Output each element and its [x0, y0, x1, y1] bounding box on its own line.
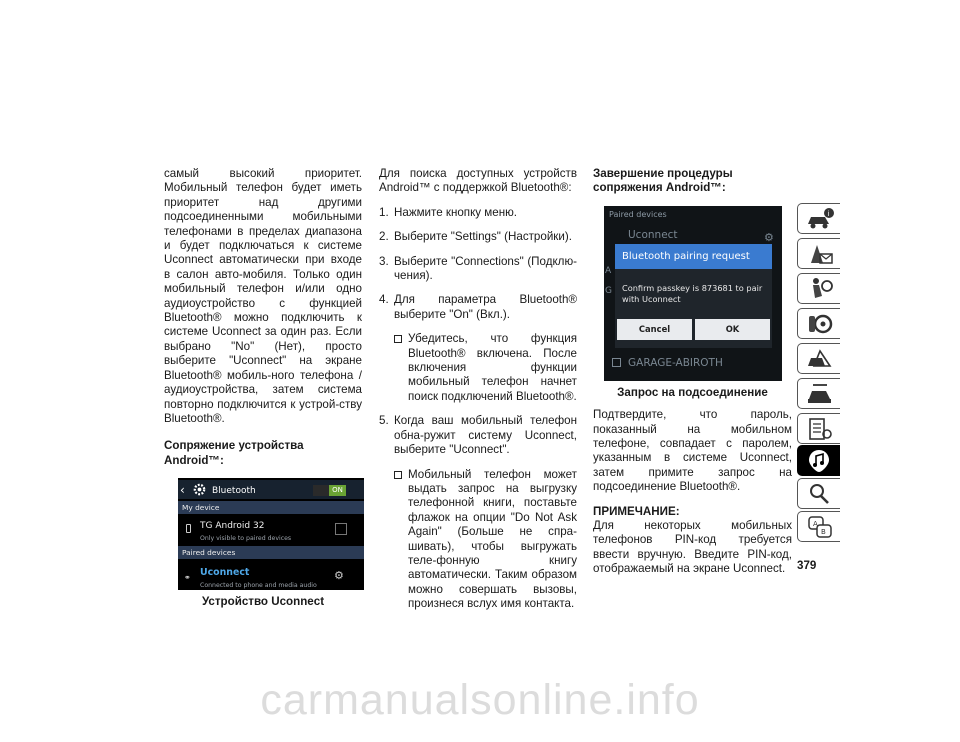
pairing-request-screenshot: [604, 206, 782, 381]
step-item: [379, 293, 577, 322]
svg-text:A: A: [813, 520, 818, 528]
steering-wheel-icon: [805, 311, 835, 337]
side-glyph: A: [605, 265, 612, 276]
section-heading: Сопряжение устройства Android™:: [164, 439, 304, 467]
bullet-item: [394, 468, 577, 612]
multimedia-icon: [805, 448, 835, 474]
bullet-text: Мобильный телефон может выдать запрос на выгрузку телефонной книги, поставьте флажок на опции "Do Not Ask Again" (Больше не спра-шивать), чтобы выгружать теле-фонную книгу автоматически. Таким образом можно совершать вызовы, произнеся вслух имя контакта.: [408, 467, 577, 611]
tab-service[interactable]: [797, 378, 840, 409]
tab-specifications[interactable]: [797, 413, 840, 444]
note-title: ПРИМЕЧАНИЕ:: [593, 504, 680, 518]
search-icon: [805, 481, 835, 507]
step-number: 3.: [379, 254, 389, 268]
visibility-checkbox[interactable]: [335, 523, 347, 535]
checkbox-bullet-icon: [394, 471, 402, 479]
device-visibility: Only visible to paired devices: [200, 535, 292, 543]
warning-message-icon: [805, 241, 835, 267]
checkbox-bullet-icon: [394, 335, 402, 343]
note-text: Для некоторых мобильных телефонов PIN-код требуется ввести вручную. Введите PIN-код, отображаемый на экране Uconnect.: [593, 519, 792, 576]
back-arrow-icon: ‹: [180, 483, 185, 498]
cancel-button[interactable]: Cancel: [617, 319, 692, 340]
svg-text:i: i: [827, 210, 830, 218]
tab-warnings[interactable]: [797, 238, 840, 269]
screen-title: Bluetooth: [212, 486, 256, 497]
bullet-text: Убедитесь, что функция Bluetooth® включена. После включения функции мобильный телефон начнет поиск подключений Bluetooth®.: [408, 332, 577, 403]
paired-devices-label: Paired devices: [609, 209, 667, 219]
section-heading: Завершение процедуры сопряжения Android™:: [593, 167, 733, 195]
svg-text:B: B: [821, 528, 826, 536]
step-item: [379, 255, 577, 284]
tab-language[interactable]: [797, 511, 840, 542]
phone-icon: [186, 524, 191, 533]
watermark: carmanualsonline.info: [260, 676, 700, 724]
background-device-name: Uconnect: [628, 228, 678, 241]
step-number: 1.: [379, 205, 389, 219]
column-right: [593, 167, 792, 577]
step-text: Нажмите кнопку меню.: [394, 205, 518, 219]
paragraph: самый высокий приоритет. Мобильный телефон будет иметь приоритет над другими подсоединенными мобильными телефонами в пределах диапазона и будет подключаться к системе Uconnect автоматически при входе в салон авто-мобиля. Только один мобильный телефон и/или одно аудиоустройство с функцией Bluetooth® можно подключить к системе Uconnect за один раз. Если выбрано "No" (Нет), просто выберите "Uconnect" на экране Bluetooth® мобиль-ного телефона / аудиоустройства, затем система повторно подключится к устрой-ству Bluetooth®.: [164, 167, 362, 425]
step-text: Выберите "Settings" (Настройки).: [394, 230, 572, 244]
bullet-item: [394, 332, 577, 404]
gear-icon: [192, 482, 207, 497]
screen-header: [178, 480, 364, 499]
device-name: TG Android 32: [200, 521, 265, 532]
step-item: [379, 414, 577, 457]
my-device-header: My device: [178, 501, 364, 514]
dialog-title: Bluetooth pairing request: [615, 244, 772, 269]
paragraph: Подтвердите, что пароль, показанный на мобильном телефоне, совпадает с паролем, указанным в системе Uconnect, затем примите запрос на подсоединение Bluetooth®.: [593, 408, 792, 494]
step-item: [379, 206, 577, 220]
garage-device-name: GARAGE-ABIROTH: [628, 356, 723, 369]
step-item: [379, 230, 577, 244]
page-number: 379: [797, 559, 817, 572]
intro-paragraph: Для поиска доступных устройств Android™ с поддержкой Bluetooth®:: [379, 167, 577, 195]
step-number: 5.: [379, 414, 389, 428]
pairing-dialog: [615, 244, 772, 348]
bluetooth-toggle[interactable]: [313, 485, 346, 496]
side-glyph: G: [605, 285, 612, 296]
step-text: Когда ваш мобильный телефон обна-ружит систему Uconnect, выберите "Uconnect".: [394, 414, 577, 457]
paired-device-status: Connected to phone and media audio: [200, 582, 317, 590]
dialog-message: Confirm passkey is 873681 to pair with Uconnect: [622, 282, 763, 304]
toggle-on-label: ON: [329, 485, 346, 496]
tab-index[interactable]: [797, 478, 840, 509]
tab-safety[interactable]: [797, 273, 840, 304]
paired-devices-header: Paired devices: [178, 546, 364, 559]
accident-icon: [805, 346, 835, 372]
gear-icon: ⚙: [764, 230, 774, 244]
column-middle: [379, 167, 577, 622]
car-info-icon: [805, 206, 835, 232]
specs-list-icon: [805, 416, 835, 442]
bluetooth-screenshot: [178, 478, 364, 590]
figure-caption: Устройство Uconnect: [201, 595, 325, 609]
tab-car-info[interactable]: [797, 203, 840, 234]
step-text: Выберите "Connections" (Подклю-чения).: [394, 254, 577, 283]
car-service-icon: [805, 381, 835, 407]
step-number: 4.: [379, 293, 389, 307]
figure-caption: Запрос на подсоединение: [617, 385, 768, 399]
language-icon: [805, 514, 835, 540]
column-left: [164, 167, 362, 610]
airbag-safety-icon: [805, 276, 835, 302]
tab-multimedia[interactable]: [797, 445, 840, 476]
tab-emergency[interactable]: [797, 343, 840, 374]
settings-gear-icon[interactable]: ⚙: [334, 569, 344, 583]
paired-device-name[interactable]: Uconnect: [200, 567, 250, 579]
headphones-icon: ⚭: [184, 573, 191, 583]
ok-button[interactable]: OK: [695, 319, 770, 340]
step-number: 2.: [379, 230, 389, 244]
checkbox-icon: [612, 358, 621, 367]
step-text: Для параметра Bluetooth® выберите "On" (Вкл.).: [394, 293, 577, 321]
tab-driving[interactable]: [797, 308, 840, 339]
